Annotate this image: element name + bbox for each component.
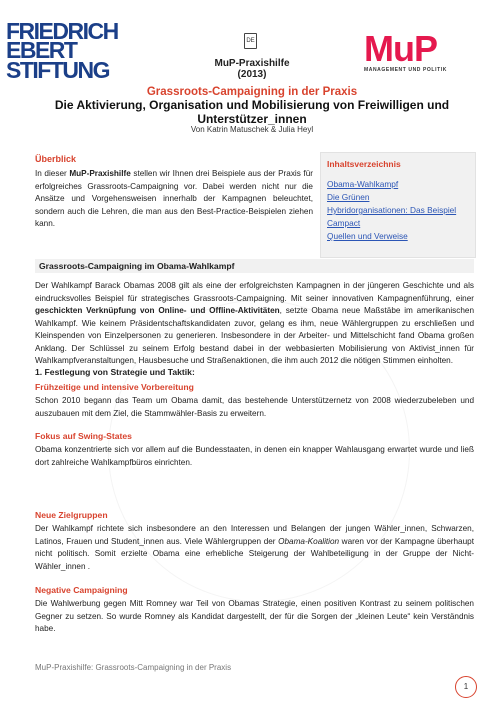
overview-text	[35, 168, 313, 231]
subsection-text: Schon 2010 begann das Team um Obama damit, das bestehende Unterstützernetz von 2008 wiederzubeleben und auszubauen mit dem Ziel, die Stammwähler-Basis zu erweitern.	[35, 396, 474, 418]
mup-logo-text: MuP	[364, 28, 437, 69]
subsection-heading: Negative Campaigning	[35, 585, 128, 595]
mup-logo	[364, 27, 496, 73]
toc-link-hybrid[interactable]: Hybridorganisationen: Das Beispiel	[327, 205, 457, 215]
fes-logo	[6, 18, 130, 83]
fes-logo-line-2: EBERT	[6, 37, 77, 64]
document-icon-label: DE	[246, 38, 255, 44]
subsection-text-part: waren vor der Kampagne überhaupt nicht politisch. Somit erzielte Obama eine erhebliche Steigerung der Wahlbeteiligung in der Gruppe der Nicht-Wähler_innen .	[35, 536, 474, 571]
document-icon[interactable]	[244, 33, 257, 49]
intro-text-part: , setzte Obama neue Maßstäbe im amerikanischen Wahlkampf. Wie keinem Präsidentschaftskandidaten zuvor, gelang es ihm, neue Wählergruppen zu erschließen und Kleinspenden von Einzelpersonen zu generieren. Insbesondere in der Arbeiter- und Mittelschicht fand Obama großen Anklang. Der Schlüssel zu seinem Erfolg bestand dabei in der webbasierten Mobilisierung von Aktivist_innen für Wahlkampfveranstaltungen, Hausbesuche und Straßenaktionen, die ihm auch 2012 die nötigen Stimmen einholten.	[35, 306, 474, 365]
overview-text-bold: MuP-Praxishilfe	[69, 169, 131, 178]
fes-logo-line-1: FRIEDRICH	[6, 18, 118, 44]
intro-paragraph	[35, 280, 474, 368]
mup-logo-subtitle: MANAGEMENT UND POLITIK	[364, 67, 447, 73]
numbered-heading: 1. Festlegung von Strategie und Taktik:	[35, 367, 195, 377]
overview-heading: Überblick	[35, 154, 77, 164]
document-title: Grassroots-Campaigning in der Praxis	[146, 86, 358, 98]
footer-text: MuP-Praxishilfe: Grassroots-Campaigning in der Praxis	[35, 663, 232, 672]
subsection-heading: Fokus auf Swing-States	[35, 431, 132, 441]
subsection-heading: Neue Zielgruppen	[35, 510, 108, 520]
subsection-text: Obama konzentrierte sich vor allem auf die Bundesstaaten, in denen ein knapper Wahlausgang erwartet wurde und ließ dort zahlreiche Wahlkampfbüros einrichten.	[35, 445, 474, 467]
intro-text-bold: geschickten Verknüpfung von Online- und Offline-Aktivitäten	[35, 306, 280, 315]
subsection-text-part: Der Wahlkampf richtete sich insbesondere an den Interessen und Belangen der jungen Wähler_innen, Schwarzen, Latinos, Frauen und Student_innen aus. Viele Wählergruppen der	[35, 524, 474, 546]
subsection-text	[35, 523, 474, 573]
toc-link-campact[interactable]: Campact	[327, 218, 361, 228]
subsection-text: Die Wahlwerbung gegen Mitt Romney war Teil von Obamas Strategie, einen positiven Kontrast zu seinem politischen Gegner zu setzen. So wurde Romney als Kandidat dargestellt, der für die Sorgen der „kleinen Leute“ kein Verständnis habe.	[35, 599, 474, 633]
subsection-text-italic: Obama-Koalition	[278, 536, 340, 546]
document-subtitle: Die Aktivierung, Organisation und Mobilisierung von Freiwilligen und Unterstützer_innen	[54, 98, 450, 126]
section-title: Grassroots-Campaigning im Obama-Wahlkampf	[39, 261, 235, 271]
authors: Von Katrin Matuschek & Julia Heyl	[190, 125, 314, 134]
overview-text-part: stellen wir Ihnen drei Beispiele aus der Praxis für erfolgreiches Grassroots-Campaigning vor. Dabei werden nicht nur die Ansätze und Vorgehensweisen innerhalb der Kampagnen beleuchtet, sondern auch die Lehren, die man aus den Best-Practice-Beispielen ziehen kann.	[35, 169, 313, 228]
toc-link-obama[interactable]: Obama-Wahlkampf	[327, 179, 399, 189]
page-number: 1	[455, 676, 477, 698]
overview-text-part: In dieser	[35, 169, 70, 178]
toc-list	[327, 178, 456, 243]
subsection-heading: Frühzeitige und intensive Vorbereitung	[35, 382, 194, 392]
toc-link-quellen[interactable]: Quellen und Verweise	[327, 231, 408, 241]
toc-heading: Inhaltsverzeichnis	[327, 159, 401, 169]
toc-link-gruene[interactable]: Die Grünen	[327, 192, 370, 202]
table-of-contents	[320, 152, 476, 258]
fes-logo-line-3: STIFTUNG	[6, 56, 109, 83]
intro-text-part: Der Wahlkampf Barack Obamas 2008 gilt als eine der erfolgreichsten Kampagnen in der jüngeren Geschichte und als eindrucksvolles Beispiel für strategisches Grassroots-Campaigning. Mit seiner innovativen Kampagnenführung, einer	[35, 281, 474, 303]
series-label: MuP-Praxishilfe (2013)	[214, 58, 290, 80]
